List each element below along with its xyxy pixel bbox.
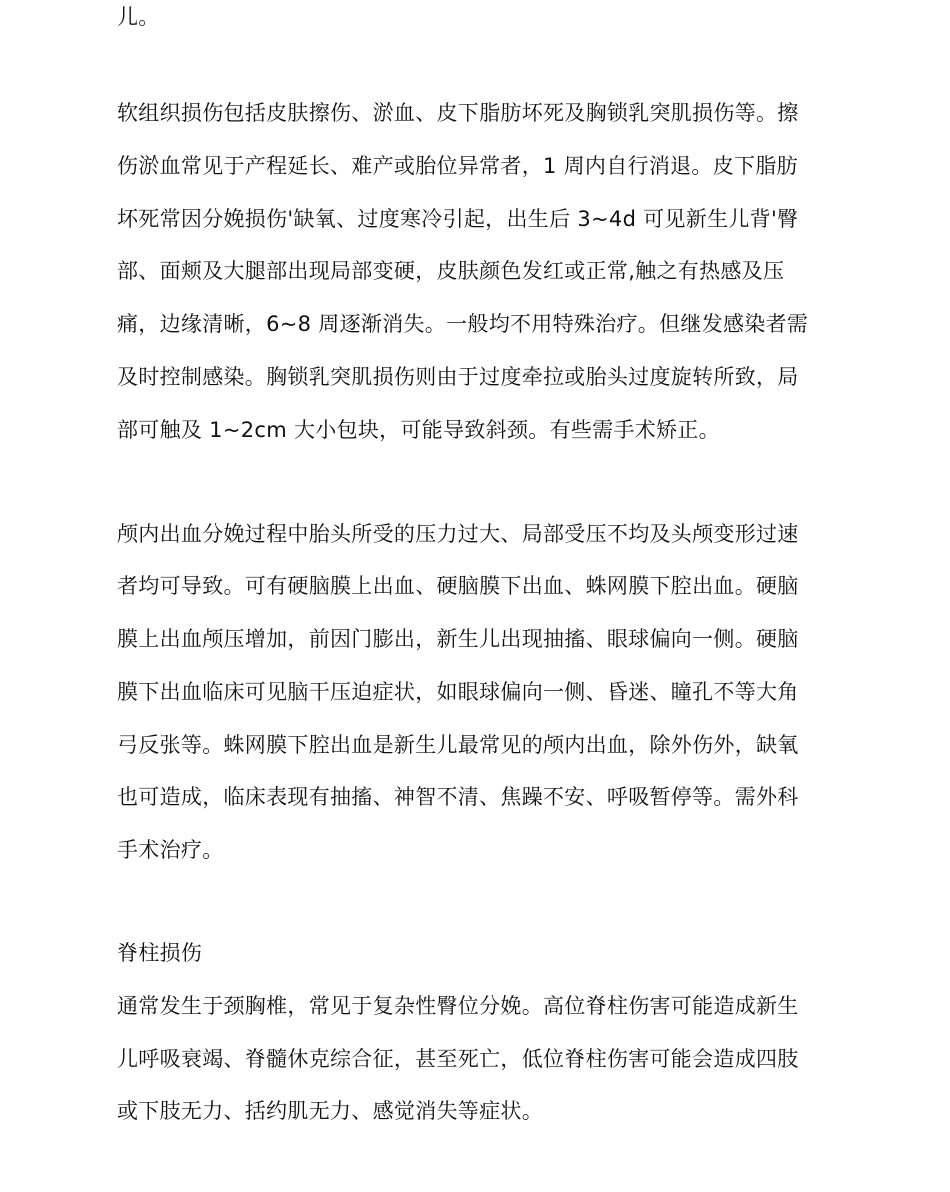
paragraph-line: 膜上出血颅压增加，前因门膨出，新生儿出现抽搐、眼球偏向一侧。硬脑 [117,627,799,651]
paragraph-line: 或下肢无力、括约肌无力、感觉消失等症状。 [117,1099,543,1123]
paragraph-line: 弓反张等。蛛网膜下腔出血是新生儿最常见的颅内出血，除外伤外，缺氧 [117,733,799,757]
paragraph-line: 颅内出血分娩过程中胎头所受的压力过大、局部受压不均及头颅变形过速 [117,522,799,546]
paragraph-line: 及时控制感染。胸锁乳突肌损伤则由于过度牵拉或胎头过度旋转所致，局 [117,365,799,389]
paragraph-line: 伤淤血常见于产程延长、难产或胎位异常者，1 周内自行消退。皮下脂肪 [117,154,798,178]
paragraph-line: 通常发生于颈胸椎，常见于复杂性臀位分娩。高位脊柱伤害可能造成新生 [117,994,799,1018]
paragraph-line: 坏死常因分娩损伤'缺氧、过度寒冷引起，出生后 3~4d 可见新生儿背'臀 [117,207,799,231]
paragraph-line: 手术治疗。 [117,838,224,862]
paragraph-line: 儿呼吸衰竭、脊髓休克综合征，甚至死亡，低位脊柱伤害可能会造成四肢 [117,1047,799,1071]
paragraph-line: 者均可导致。可有硬脑膜上出血、硬脑膜下出血、蛛网膜下腔出血。硬脑 [117,574,799,598]
paragraph-line: 膜下出血临床可见脑干压迫症状，如眼球偏向一侧、昏迷、瞳孔不等大角 [117,680,799,704]
paragraph-line: 软组织损伤包括皮肤擦伤、淤血、皮下脂肪坏死及胸锁乳突肌损伤等。擦 [117,101,799,125]
paragraph-line: 部可触及 1~2cm 大小包块，可能导致斜颈。有些需手术矫正。 [117,418,720,442]
paragraph-line: 也可造成，临床表现有抽搐、神智不清、焦躁不安、呼吸暂停等。需外科 [117,785,799,809]
section-heading: 脊柱损伤 [117,941,203,965]
paragraph-line: 部、面颊及大腿部出现局部变硬，皮肤颜色发红或正常,触之有热感及压 [117,259,785,283]
paragraph-line: 痛，边缘清晰，6~8 周逐渐消失。一般均不用特殊治疗。但继发感染者需 [117,312,809,336]
paragraph-tail-line: 儿。 [117,5,160,29]
